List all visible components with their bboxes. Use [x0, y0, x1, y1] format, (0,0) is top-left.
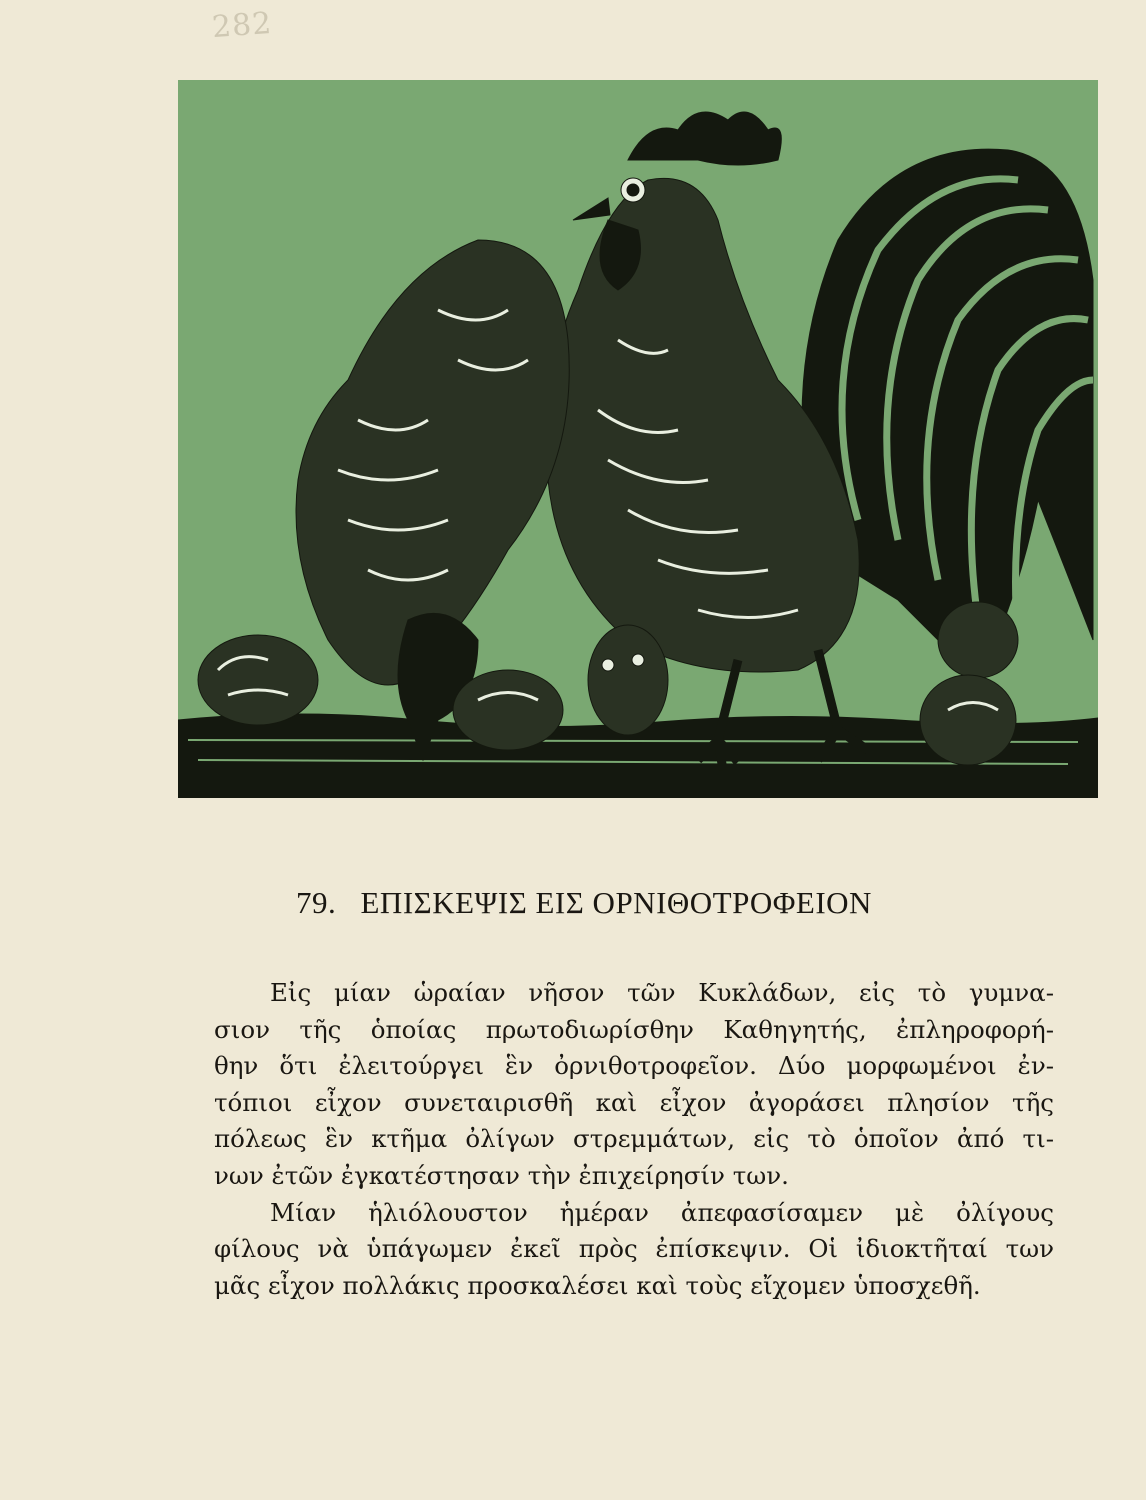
rooster-comb	[628, 112, 781, 165]
chick-center	[453, 670, 563, 750]
rooster-hen-chicks-illustration	[178, 80, 1098, 798]
paragraph-1-line-3: θην ὅτι ἐλειτούργει ἓν ὀρνιθοτροφεῖον. Δύο μορφωμένοι ἐν-	[214, 1051, 1054, 1081]
page-number: 282	[210, 5, 274, 46]
body-text	[214, 975, 1054, 1304]
paragraph-1-line-2: σιον τῆς ὁποίας πρωτοδιωρίσθην Καθηγητής, ἐπληροφορή-	[214, 1014, 1054, 1044]
paragraph-2-line-2: φίλους νὰ ὑπάγωμεν ἐκεῖ πρὸς ἐπίσκεψιν. Οἱ ἰδιοκτῆταί των	[214, 1234, 1054, 1264]
paragraph-2-line-1: Μίαν ἡλιόλουστον ἡμέραν ἀπεφασίσαμεν μὲ ὀλίγους	[270, 1197, 1054, 1227]
rooster-body	[546, 178, 859, 672]
chick-left	[198, 635, 318, 725]
rooster-beak	[573, 198, 610, 220]
paragraph-1-line-1: Εἰς μίαν ὡραίαν νῆσον τῶν Κυκλάδων, εἰς τὸ γυμνα-	[270, 978, 1054, 1007]
chapter-heading	[296, 885, 996, 921]
woodcut-drawing	[178, 80, 1098, 798]
paragraph-2-line-3: μᾶς εἶχον πολλάκις προσκαλέσει καὶ τοὺς εἴχομεν ὑποσχεθῆ.	[214, 1270, 981, 1300]
paragraph-1-line-4: τόπιοι εἶχον συνεταιρισθῆ καὶ εἶχον ἀγοράσει πλησίον τῆς	[214, 1087, 1054, 1117]
chapter-title: ΕΠΙΣΚΕΨΙΣ ΕΙΣ ΟΡΝΙΘΟΤΡΟΦΕΙΟΝ	[360, 885, 872, 920]
chapter-number: 79.	[296, 885, 337, 920]
paragraph-1-line-5: πόλεως ἓν κτῆμα ὀλίγων στρεμμάτων, εἰς τὸ ὁποῖον ἀπό τι-	[214, 1124, 1054, 1154]
paragraph-1-line-6: νων ἐτῶν ἐγκατέστησαν τὴν ἐπιχείρησίν των.	[214, 1160, 789, 1190]
chick-upright	[588, 625, 668, 735]
